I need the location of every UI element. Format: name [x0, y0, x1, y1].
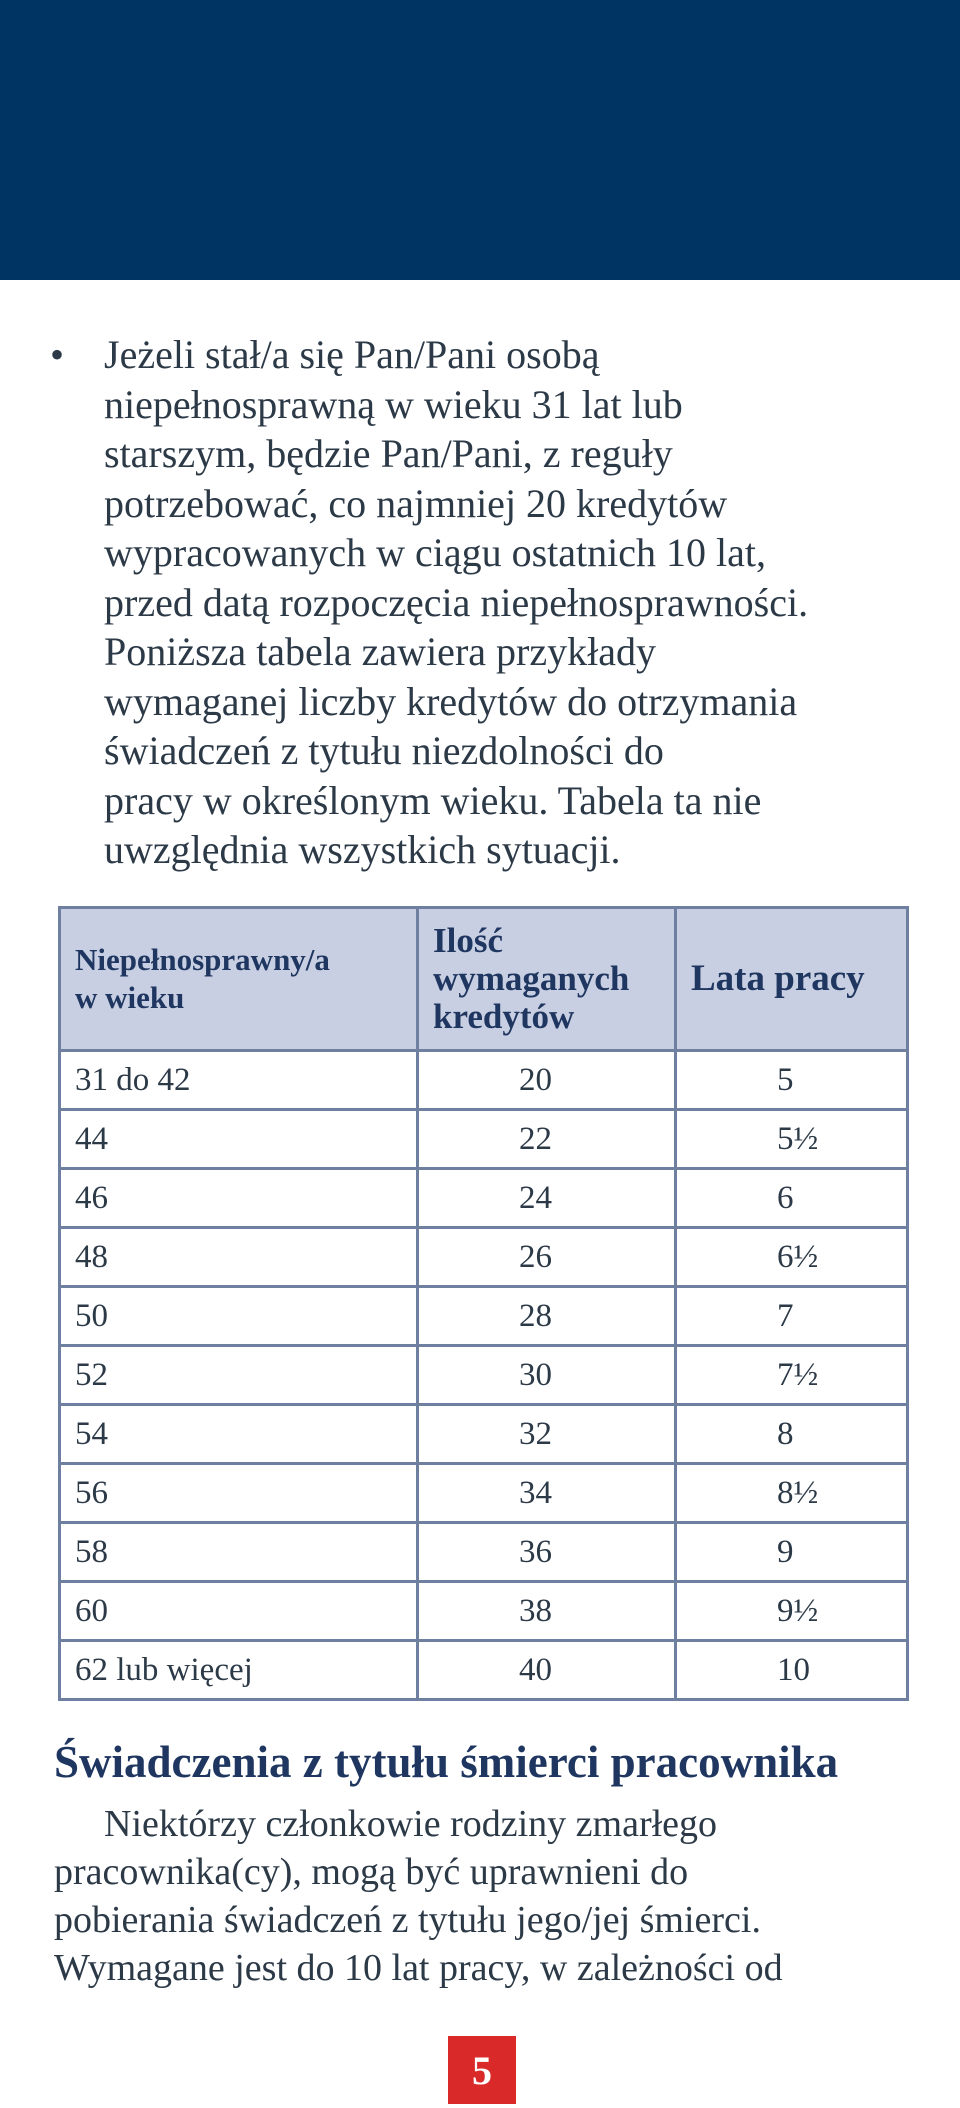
top-banner	[0, 0, 960, 280]
cell-age: 54	[60, 1405, 418, 1464]
table-row	[60, 1169, 908, 1228]
cell-credits: 30	[418, 1346, 676, 1405]
cell-years: 10	[676, 1641, 908, 1700]
cell-years: 9	[676, 1523, 908, 1582]
bullet-line: uwzględnia wszystkich sytuacji.	[104, 827, 621, 872]
cell-credits: 34	[418, 1464, 676, 1523]
table-header-row	[60, 908, 908, 1051]
cell-age: 44	[60, 1110, 418, 1169]
cell-age: 52	[60, 1346, 418, 1405]
table-row	[60, 1287, 908, 1346]
header-credits-line: kredytów	[433, 997, 575, 1036]
cell-years: 6½	[676, 1228, 908, 1287]
bullet-line: wymaganej liczby kredytów do otrzymania	[104, 678, 798, 724]
cell-credits: 22	[418, 1110, 676, 1169]
cell-years: 8	[676, 1405, 908, 1464]
bullet-line: niepełnosprawną w wieku 31 lat lub	[104, 381, 683, 427]
cell-years: 5	[676, 1051, 908, 1110]
header-age-line: w wieku	[75, 980, 185, 1015]
bullet-text	[104, 330, 920, 875]
section-line: Wymagane jest do 10 lat pracy, w zależności od	[54, 1947, 783, 1989]
bullet-line: wypracowanych w ciągu ostatnich 10 lat,	[104, 530, 767, 575]
cell-credits: 40	[418, 1641, 676, 1700]
table-row	[60, 1346, 908, 1405]
header-credits-line: wymaganych	[433, 959, 630, 998]
header-age	[60, 908, 418, 1051]
section-title: Świadczenia z tytułu śmierci pracownika	[54, 1737, 839, 1787]
bullet-paragraph	[50, 330, 920, 875]
cell-age: 50	[60, 1287, 418, 1346]
table-row	[60, 1523, 908, 1582]
cell-age: 60	[60, 1582, 418, 1641]
header-years	[676, 908, 908, 1051]
header-age-line: Niepełnosprawny/a	[75, 942, 330, 977]
header-credits	[418, 908, 676, 1051]
section-line: Niektórzy członkowie rodziny zmarłego	[104, 1803, 718, 1845]
cell-years: 8½	[676, 1464, 908, 1523]
cell-years: 7½	[676, 1346, 908, 1405]
cell-years: 7	[676, 1287, 908, 1346]
cell-credits: 24	[418, 1169, 676, 1228]
table-row	[60, 1051, 908, 1110]
cell-credits: 20	[418, 1051, 676, 1110]
bullet-line: Jeżeli stał/a się Pan/Pani osobą	[104, 332, 600, 377]
cell-credits: 36	[418, 1523, 676, 1582]
cell-age: 58	[60, 1523, 418, 1582]
cell-age: 46	[60, 1169, 418, 1228]
cell-age: 48	[60, 1228, 418, 1287]
cell-credits: 32	[418, 1405, 676, 1464]
bullet-line: świadczeń z tytułu niezdolności do	[104, 728, 664, 773]
section-paragraph	[54, 1800, 914, 1992]
cell-years: 5½	[676, 1110, 908, 1169]
table-row	[60, 1405, 908, 1464]
table-row	[60, 1228, 908, 1287]
credits-table	[58, 906, 909, 1701]
cell-credits: 26	[418, 1228, 676, 1287]
cell-years: 6	[676, 1169, 908, 1228]
cell-age: 62 lub więcej	[60, 1641, 418, 1700]
table-row	[60, 1582, 908, 1641]
cell-age: 31 do 42	[60, 1051, 418, 1110]
table-row	[60, 1464, 908, 1523]
bullet-line: starszym, będzie Pan/Pani, z reguły	[104, 431, 673, 476]
section-line: pobierania świadczeń z tytułu jego/jej śmierci.	[54, 1899, 761, 1941]
header-years-line: Lata pracy	[691, 958, 865, 999]
bullet-line: potrzebować, co najmniej 20 kredytów	[104, 480, 728, 526]
bullet-line: Poniższa tabela zawiera przykłady	[104, 629, 656, 674]
table-row	[60, 1110, 908, 1169]
cell-credits: 28	[418, 1287, 676, 1346]
bullet-marker: •	[50, 332, 65, 377]
section-line: pracownika(cy), mogą być uprawnieni do	[54, 1851, 689, 1893]
table-row	[60, 1641, 908, 1700]
cell-years: 9½	[676, 1582, 908, 1641]
page-number-badge: 5	[448, 2036, 516, 2104]
bullet-line: pracy w określonym wieku. Tabela ta nie	[104, 777, 762, 823]
cell-credits: 38	[418, 1582, 676, 1641]
cell-age: 56	[60, 1464, 418, 1523]
header-credits-line: Ilość	[433, 921, 503, 960]
bullet-line: przed datą rozpoczęcia niepełnosprawności.	[104, 579, 809, 625]
